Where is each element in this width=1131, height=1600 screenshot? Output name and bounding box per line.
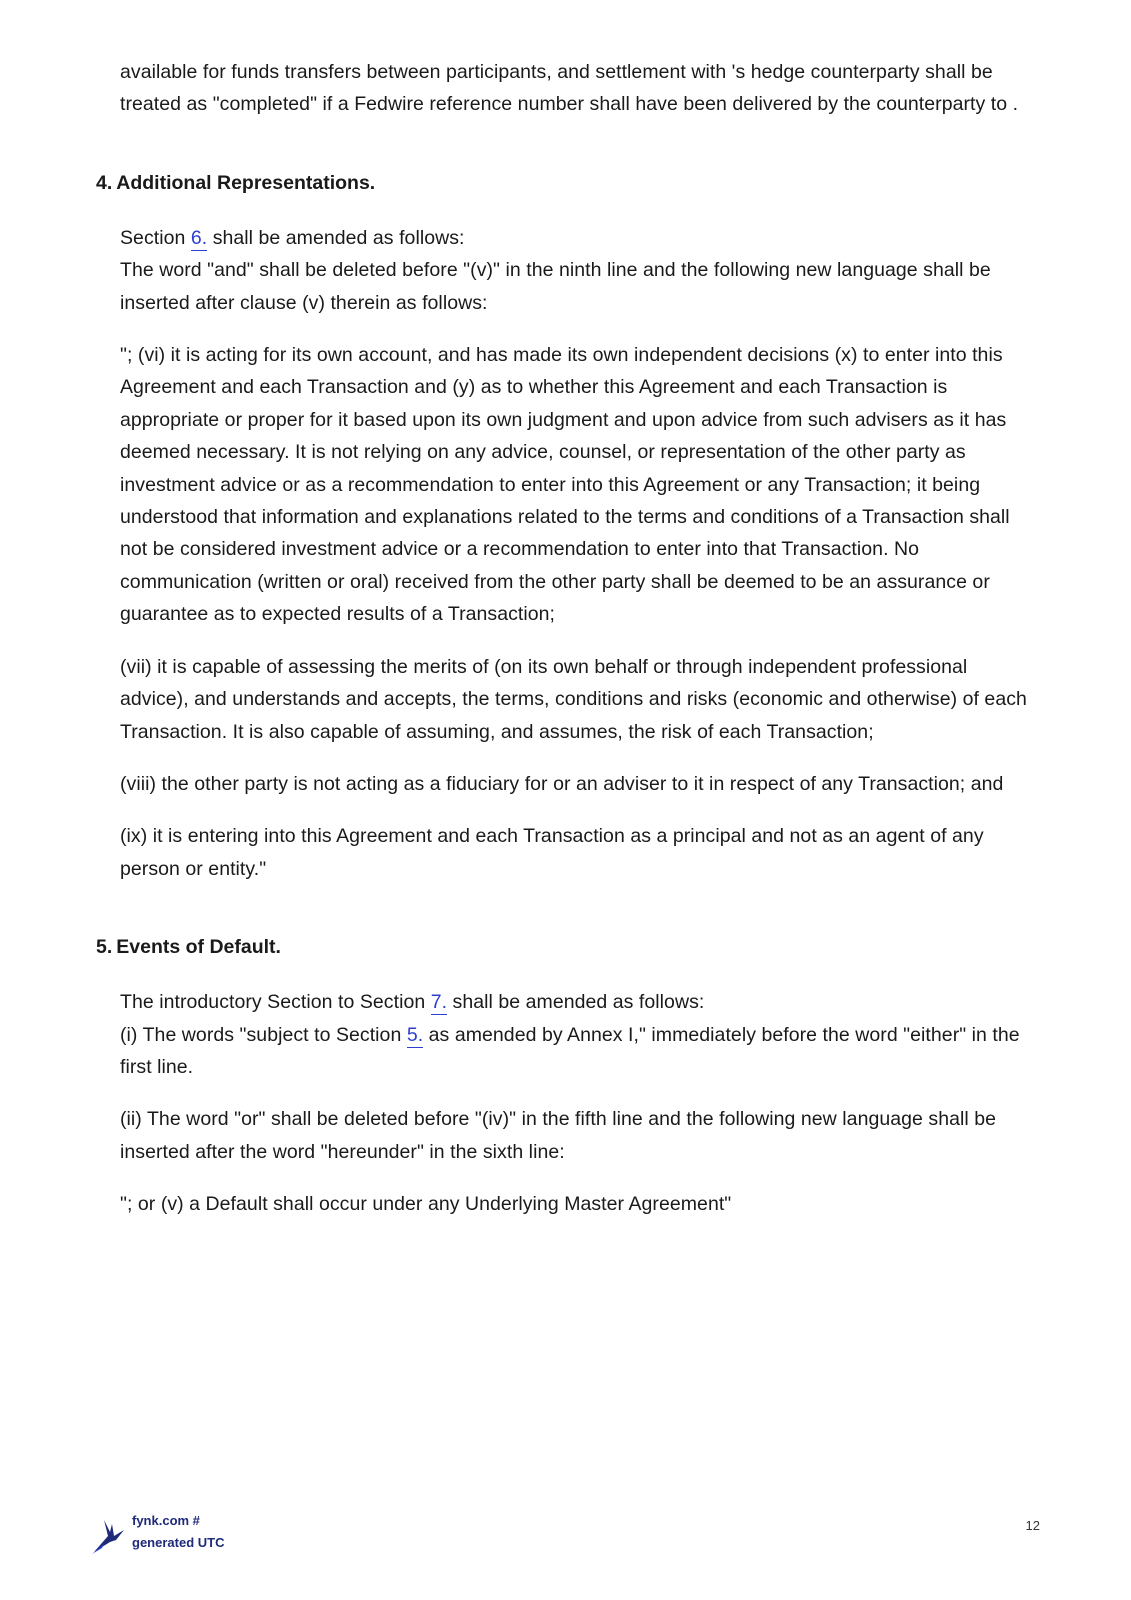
footer-site[interactable]: fynk.com #: [132, 1513, 200, 1528]
section-5-line1-text: The introductory Section to Section: [120, 991, 431, 1014]
section-4-number: 4.: [96, 171, 113, 194]
section-4-line1-text: Section: [120, 226, 191, 249]
section-4-line1-text-after: shall be amended as follows:: [207, 226, 465, 249]
fynk-bird-logo-icon: [90, 1514, 126, 1554]
clause-i-text-after: as amended by Annex I," immediately before the word "either" in the first line.: [120, 1023, 1020, 1078]
section-4-title: Additional Representations.: [116, 171, 376, 194]
footer-text: [132, 1510, 224, 1554]
section-5-amendment-line: [120, 986, 1040, 1018]
section-7-link[interactable]: 7.: [430, 991, 448, 1014]
page-number: 12: [1025, 1518, 1040, 1533]
clause-i: [120, 1019, 1040, 1084]
footer-generated: generated UTC: [132, 1535, 225, 1550]
section-4-heading: [96, 167, 1040, 199]
page-content: [96, 56, 1040, 1241]
intro-paragraph: available for funds transfers between participants, and settlement with 's hedge counterparty shall be treated as "completed" if a Fedwire reference number shall have been delivered by the counterparty to .: [120, 61, 1019, 116]
section-5-heading: [96, 931, 1040, 963]
section-5-title: Events of Default.: [116, 936, 281, 959]
clause-ix: (ix) it is entering into this Agreement and each Transaction as a principal and not as an agent of any person or entity.": [120, 825, 984, 880]
section-5-number: 5.: [96, 936, 113, 959]
section-4-instruction: The word "and" shall be deleted before "(v)" in the ninth line and the following new language shall be inserted after clause (v) therein as follows:: [120, 259, 991, 314]
section-5-link[interactable]: 5.: [406, 1023, 424, 1046]
section-5-line1-text-after: shall be amended as follows:: [447, 991, 705, 1014]
clause-viii: (viii) the other party is not acting as a fiduciary for or an adviser to it in respect of any Transaction; and: [120, 772, 1004, 795]
clause-vi: "; (vi) it is acting for its own account, and has made its own independent decisions (x) to enter into this Agreement and each Transaction and (y) as to whether this Agreement and each Transaction is appropriate or proper for it based upon its own judgment and upon advice from such advisers as it has deemed necessary. It is not relying on any advice, counsel, or representation of the other party as investment advice or as a recommendation to enter into this Agreement or any Transaction; it being understood that information and explanations related to the terms and conditions of a Transaction shall not be considered investment advice or a recommendation to enter into that Transaction. No communication (written or oral) received from the other party shall be deemed to be an assurance or guarantee as to expected results of a Transaction;: [120, 344, 1010, 626]
section-6-link[interactable]: 6.: [190, 226, 208, 249]
clause-vii: (vii) it is capable of assessing the merits of (on its own behalf or through independent professional advice), and understands and accepts, the terms, conditions and risks (economic and otherwise) of each Transaction. It is also capable of assuming, and assumes, the risk of each Transaction;: [120, 655, 1027, 743]
page-footer: [90, 1510, 1050, 1560]
section-4-amendment-line: [120, 222, 1040, 254]
clause-v: "; or (v) a Default shall occur under any Underlying Master Agreement": [120, 1193, 732, 1216]
clause-i-text: (i) The words "subject to Section: [120, 1023, 407, 1046]
clause-ii: (ii) The word "or" shall be deleted before "(iv)" in the fifth line and the following new language shall be inserted after the word "hereunder" in the sixth line:: [120, 1108, 997, 1163]
